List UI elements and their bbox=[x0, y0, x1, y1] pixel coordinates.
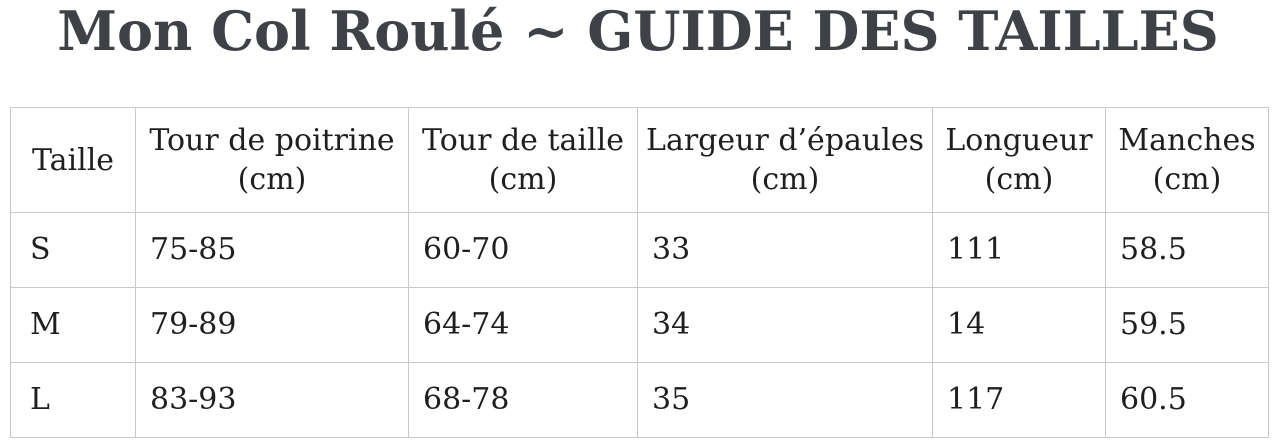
col-header-shoulders-unit: (cm) bbox=[750, 162, 820, 197]
length-cell: 111 bbox=[933, 213, 1106, 288]
col-header-sleeves-label: Manches bbox=[1118, 123, 1256, 158]
col-header-taille bbox=[11, 108, 136, 213]
col-header-taille-label: Taille bbox=[31, 142, 115, 178]
col-header-shoulders-label: Largeur d’épaules bbox=[646, 123, 924, 158]
size-row-l bbox=[11, 363, 1269, 438]
sleeves-cell: 58.5 bbox=[1106, 213, 1269, 288]
length-cell: 14 bbox=[933, 288, 1106, 363]
size-cell: S bbox=[11, 213, 136, 288]
sleeves-cell: 60.5 bbox=[1106, 363, 1269, 438]
waist-cell: 60-70 bbox=[409, 213, 638, 288]
waist-cell: 68-78 bbox=[409, 363, 638, 438]
col-header-sleeves bbox=[1106, 108, 1269, 213]
size-cell: M bbox=[11, 288, 136, 363]
sleeves-cell: 59.5 bbox=[1106, 288, 1269, 363]
col-header-length-unit: (cm) bbox=[984, 162, 1054, 197]
size-row-s bbox=[11, 213, 1269, 288]
col-header-waist-label: Tour de taille bbox=[422, 123, 624, 158]
col-header-length bbox=[933, 108, 1106, 213]
col-header-length-label: Longueur bbox=[945, 123, 1093, 158]
chest-cell: 79-89 bbox=[136, 288, 409, 363]
col-header-chest-label: Tour de poitrine bbox=[149, 123, 395, 158]
length-cell: 117 bbox=[933, 363, 1106, 438]
size-guide-table bbox=[10, 107, 1269, 438]
col-header-waist-unit: (cm) bbox=[488, 162, 558, 197]
page-title: Mon Col Roulé ~ GUIDE DES TAILLES bbox=[57, 0, 1219, 63]
waist-cell: 64-74 bbox=[409, 288, 638, 363]
size-row-m bbox=[11, 288, 1269, 363]
shoulders-cell: 34 bbox=[638, 288, 933, 363]
size-cell: L bbox=[11, 363, 136, 438]
col-header-chest-unit: (cm) bbox=[237, 162, 307, 197]
chest-cell: 83-93 bbox=[136, 363, 409, 438]
shoulders-cell: 35 bbox=[638, 363, 933, 438]
col-header-waist bbox=[409, 108, 638, 213]
header-row bbox=[11, 108, 1269, 213]
col-header-chest bbox=[136, 108, 409, 213]
col-header-sleeves-unit: (cm) bbox=[1152, 162, 1222, 197]
chest-cell: 75-85 bbox=[136, 213, 409, 288]
shoulders-cell: 33 bbox=[638, 213, 933, 288]
col-header-shoulders bbox=[638, 108, 933, 213]
